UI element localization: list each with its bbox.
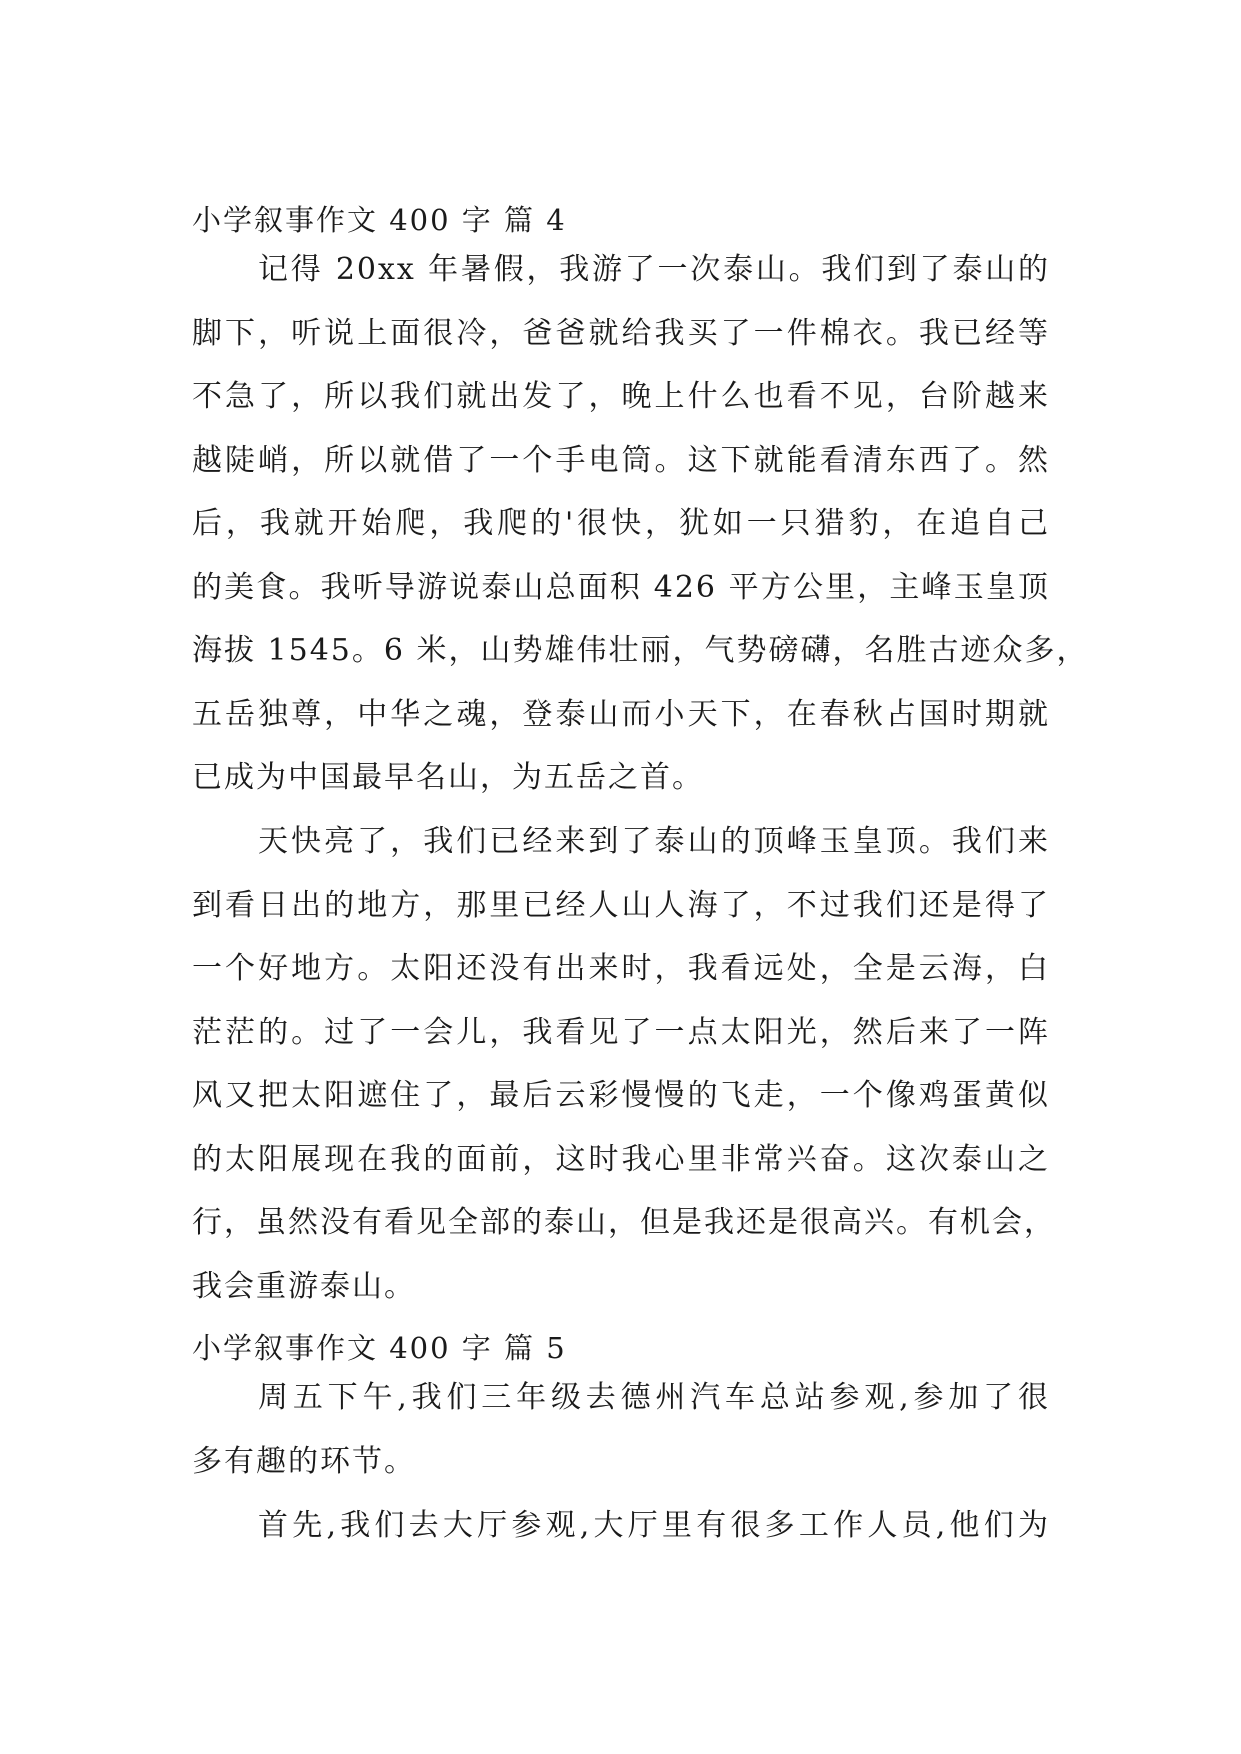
section-4-paragraph-2: [192, 810, 1056, 1318]
section-heading-4: 小学叙事作文 400 字 篇 4: [192, 203, 567, 237]
section-5-paragraph-1: [192, 1366, 1050, 1493]
text-line: 的美食。我听导游说泰山总面积 426 平方公里，主峰玉皇顶: [192, 569, 1050, 605]
text-line: 脚下，听说上面很冷，爸爸就给我买了一件棉衣。我已经等: [192, 315, 1050, 351]
section-4-paragraph-1: [192, 238, 1089, 810]
text-line: 不急了，所以我们就出发了，晚上什么也看不见，台阶越来: [192, 379, 1050, 414]
text-line: 茫茫的。过了一会儿，我看见了一点太阳光，然后来了一阵: [192, 1014, 1050, 1050]
text-line: 周五下午,我们三年级去德州汽车总站参观,参加了很: [258, 1380, 1050, 1415]
text-line: 到看日出的地方，那里已经人山人海了，不过我们还是得了: [192, 887, 1050, 923]
text-line: 海拔 1545。6 米，山势雄伟壮丽，气势磅礴，名胜古迹众多，: [192, 633, 1089, 668]
text-line: 五岳独尊，中华之魂，登泰山而小天下，在春秋占国时期就: [192, 696, 1050, 732]
text-line: 后，我就开始爬，我爬的'很快，犹如一只猎豹，在追自己: [192, 506, 1050, 541]
section-heading-5: 小学叙事作文 400 字 篇 5: [192, 1331, 567, 1365]
text-line: 多有趣的环节。: [192, 1443, 416, 1479]
section-5-paragraph-2: [192, 1494, 1050, 1558]
text-line: 首先,我们去大厅参观,大厅里有很多工作人员,他们为: [258, 1508, 1050, 1543]
text-line: 天快亮了，我们已经来到了泰山的顶峰玉皇顶。我们来: [258, 824, 1050, 859]
text-line: 的太阳展现在我的面前，这时我心里非常兴奋。这次泰山之: [192, 1141, 1050, 1177]
text-line: 一个好地方。太阳还没有出来时，我看远处，全是云海，白: [192, 951, 1050, 986]
text-line: 已成为中国最早名山，为五岳之首。: [192, 760, 704, 795]
text-line: 我会重游泰山。: [192, 1268, 416, 1304]
text-line: 越陡峭，所以就借了一个手电筒。这下就能看清东西了。然: [192, 442, 1050, 478]
text-line: 风又把太阳遮住了，最后云彩慢慢的飞走，一个像鸡蛋黄似: [192, 1078, 1050, 1113]
text-line: 行，虽然没有看见全部的泰山，但是我还是很高兴。有机会，: [192, 1205, 1056, 1240]
text-line: 记得 20xx 年暑假，我游了一次泰山。我们到了泰山的: [258, 252, 1050, 287]
